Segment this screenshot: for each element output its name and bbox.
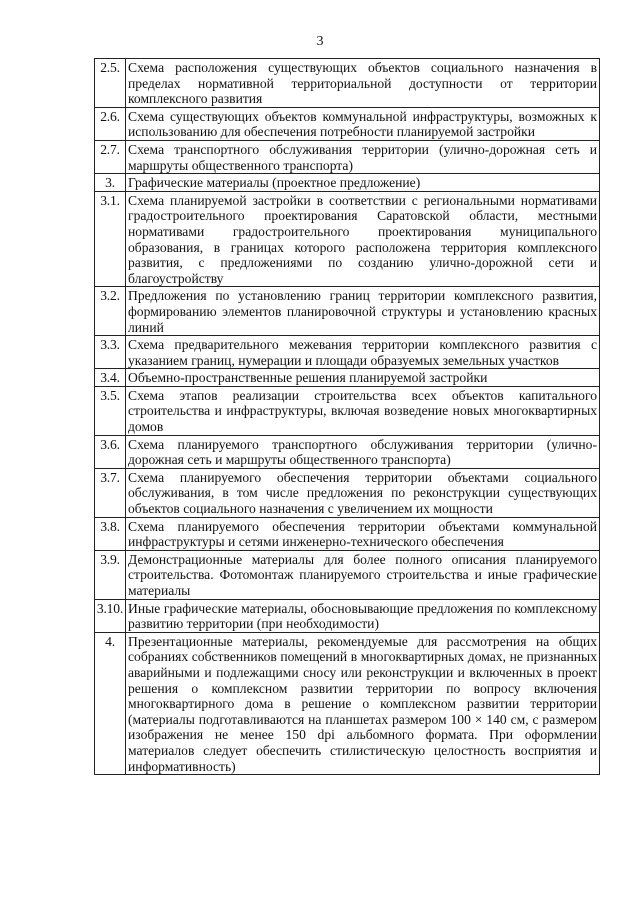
row-number: 3.1. xyxy=(95,191,126,287)
row-number: 3.7. xyxy=(95,468,126,517)
row-text: Схема предварительного межевания территории комплексного развития с указанием границ, нумерации и площади образуемых земельных участков xyxy=(126,336,600,369)
table-row xyxy=(95,287,600,336)
table-row xyxy=(95,107,600,140)
row-number: 3.3. xyxy=(95,336,126,369)
row-number: 3.8. xyxy=(95,517,126,550)
row-number: 3.4. xyxy=(95,369,126,387)
row-text: Объемно-пространственные решения планируемой застройки xyxy=(126,369,600,387)
table-row xyxy=(95,191,600,287)
row-text: Графические материалы (проектное предложение) xyxy=(126,174,600,192)
row-number: 2.5. xyxy=(95,59,126,108)
table-row xyxy=(95,468,600,517)
table-row xyxy=(95,550,600,599)
row-number: 3.5. xyxy=(95,386,126,435)
table-row xyxy=(95,174,600,192)
table-row xyxy=(95,140,600,173)
table-row xyxy=(95,517,600,550)
row-number: 3.2. xyxy=(95,287,126,336)
row-number: 3.9. xyxy=(95,550,126,599)
table-row xyxy=(95,599,600,632)
row-number: 2.6. xyxy=(95,107,126,140)
row-number: 3.10. xyxy=(95,599,126,632)
row-text: Схема расположения существующих объектов социального назначения в пределах нормативной территориальной доступности от территории комплексного развития xyxy=(126,59,600,108)
row-text: Иные графические материалы, обосновывающие предложения по комплексному развитию территории (при необходимости) xyxy=(126,599,600,632)
row-number: 4. xyxy=(95,632,126,774)
row-number: 3. xyxy=(95,174,126,192)
row-number: 3.6. xyxy=(95,435,126,468)
row-text: Предложения по установлению границ территории комплексного развития, формированию элементов планировочной структуры и установлению красных линий xyxy=(126,287,600,336)
requirements-table xyxy=(94,58,600,775)
row-text: Схема планируемого обеспечения территории объектами коммунальной инфраструктуры и сетями инженерно-технического обеспечения xyxy=(126,517,600,550)
table-row xyxy=(95,369,600,387)
row-number: 2.7. xyxy=(95,140,126,173)
table-row xyxy=(95,435,600,468)
row-text: Схема транспортного обслуживания территории (улично-дорожная сеть и маршруты общественного транспорта) xyxy=(126,140,600,173)
page-number: 3 xyxy=(316,34,324,49)
table-row xyxy=(95,59,600,108)
table-row xyxy=(95,336,600,369)
table-row xyxy=(95,386,600,435)
row-text: Схема планируемого транспортного обслуживания территории (улично-дорожная сеть и маршруты общественного транспорта) xyxy=(126,435,600,468)
row-text: Схема этапов реализации строительства всех объектов капитального строительства и инфраструктуры, включая возведение новых многоквартирных домов xyxy=(126,386,600,435)
row-text: Схема планируемой застройки в соответствии с региональными нормативами градостроительного проектирования Саратовской области, местными нормативами градостроительного проектирования муниципального образования, в границах которого расположена территория комплексного развития, с предложениями по созданию улично-дорожной сети и благоустройству xyxy=(126,191,600,287)
row-text: Демонстрационные материалы для более полного описания планируемого строительства. Фотомонтаж планируемого строительства и иные графические материалы xyxy=(126,550,600,599)
row-text: Схема планируемого обеспечения территории объектами социального обслуживания, в том числе предложения по реконструкции существующих объектов социального назначения с увеличением их мощности xyxy=(126,468,600,517)
row-text: Презентационные материалы, рекомендуемые для рассмотрения на общих собраниях собственников помещений в многоквартирных домах, не признанных аварийными и подлежащими сносу или реконструкции и включенных в проект решения о комплексном развитии территории по вопросу включения многоквартирного дома в решение о комплексном развитии территории (материалы подготавливаются на планшетах размером 100 × 140 см, с размером изображения не менее 150 dpi альбомного формата. При оформлении материалов следует обеспечить стилистическую целостность восприятия и информативность) xyxy=(126,632,600,774)
table-row xyxy=(95,632,600,774)
row-text: Схема существующих объектов коммунальной инфраструктуры, возможных к использованию для обеспечения потребности планируемой застройки xyxy=(126,107,600,140)
